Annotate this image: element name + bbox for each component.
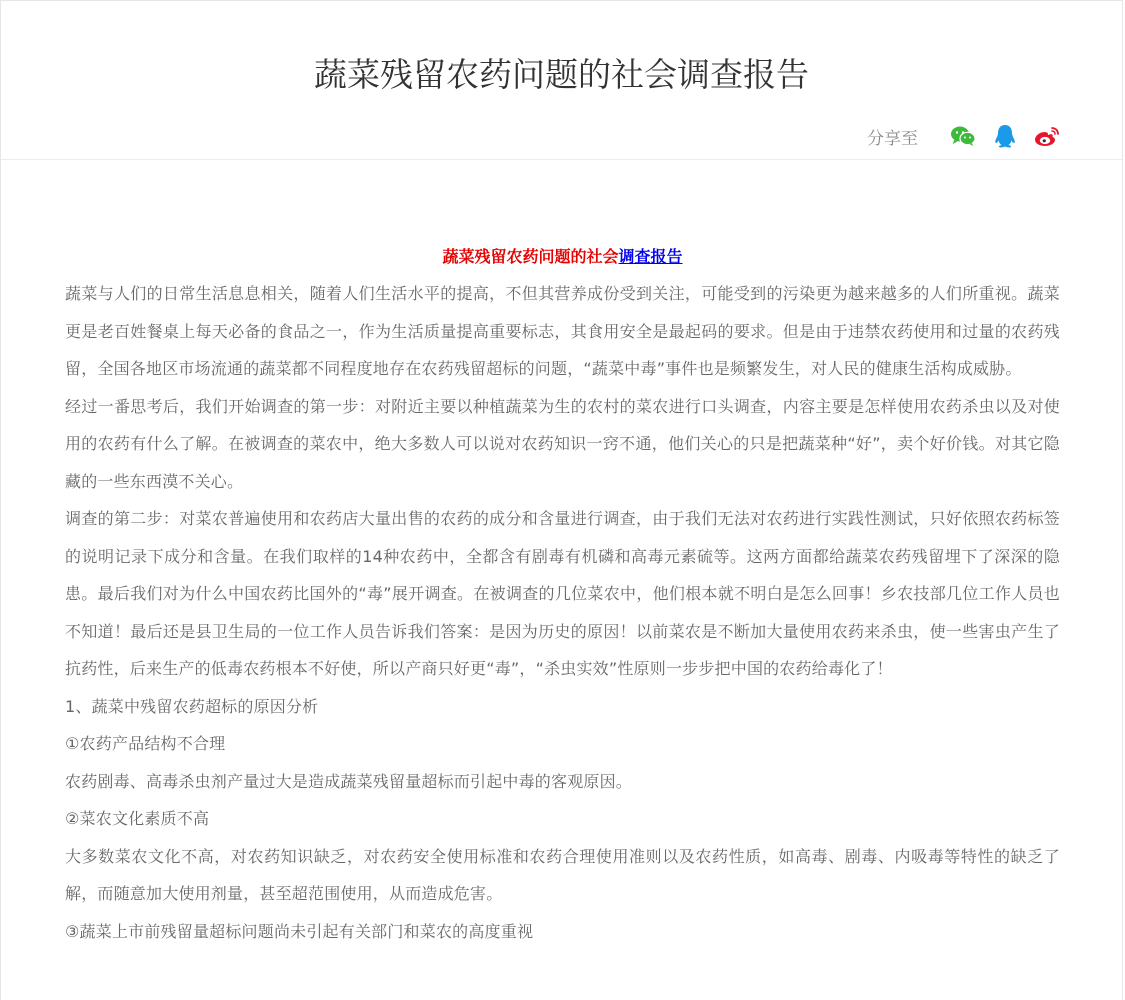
paragraph: 大多数菜农文化不高，对农药知识缺乏，对农药安全使用标准和农药合理使用准则以及农药性质，如高毒、剧毒、内吸毒等特性的缺乏了解，而随意加大使用剂量，甚至超范围使用，从而造成危害。 xyxy=(65,846,1060,903)
share-label: 分享至 xyxy=(867,128,918,149)
paragraph: 蔬菜与人们的日常生活息息相关，随着人们生活水平的提高，不但其营养成份受到关注，可能受到的污染更为越来越多的人们所重视。蔬菜更是老百姓餐桌上每天必备的食品之一，作为生活质量提高重要标志，其食用安全是最起码的要求。但是由于违禁农药使用和过量的农药残留，全国各地区市场流通的蔬菜都不同程度地存在农药残留超标的问题，“蔬菜中毒”事件也是频繁发生，对人民的健康生活构成威胁。 xyxy=(65,284,1060,378)
wechat-icon[interactable] xyxy=(950,123,976,149)
article-title xyxy=(65,239,1060,275)
paragraph: 农药剧毒、高毒杀虫剂产量过大是造成蔬菜残留量超标而引起中毒的客观原因。 xyxy=(65,771,633,791)
weibo-icon[interactable] xyxy=(1034,123,1060,149)
paragraph: 调查的第二步：对菜农普遍使用和农药店大量出售的农药的成分和含量进行调查，由于我们无法对农药进行实践性测试，只好依照农药标签的说明记录下成分和含量。在我们取样的14种农药中，全都含有剧毒有机磷和高毒元素硫等。这两方面都给蔬菜农药残留埋下了深深的隐患。最后我们对为什么中国农药比国外的“毒”展开调查。在被调查的几位菜农中，他们根本就不明白是怎么回事！乡农技部几位工作人员也不知道！最后还是县卫生局的一位工作人员告诉我们答案：是因为历史的原因！以前菜农是不断加大量使用农药来杀虫，使一些害虫产生了抗药性，后来生产的低毒农药根本不好使，所以产商只好更“毒”，“杀虫实效”性原则一步步把中国的农药给毒化了！ xyxy=(65,509,1060,678)
subsection-heading: ②菜农文化素质不高 xyxy=(65,809,210,828)
section-heading: 1、蔬菜中残留农药超标的原因分析 xyxy=(65,696,319,716)
share-bar xyxy=(867,121,1060,151)
page-title: 蔬菜残留农药问题的社会调查报告 xyxy=(314,55,809,94)
paragraph: 经过一番思考后，我们开始调查的第一步：对附近主要以种植蔬菜为生的农村的菜农进行口头调查，内容主要是怎样使用农药杀虫以及对使用的农药有什么了解。在被调查的菜农中，绝大多数人可以说对农药知识一窍不通，他们关心的只是把蔬菜种“好”，卖个好价钱。对其它隐藏的一些东西漠不关心。 xyxy=(65,396,1060,491)
qq-icon[interactable] xyxy=(992,123,1018,149)
subsection-heading: ①农药产品结构不合理 xyxy=(65,734,226,753)
article-title-link[interactable]: 调查报告 xyxy=(618,247,683,266)
article-content xyxy=(65,239,1060,950)
page-header xyxy=(1,1,1122,160)
article-title-text: 蔬菜残留农药问题的社会 xyxy=(442,247,619,266)
subsection-heading: ③蔬菜上市前残留量超标问题尚未引起有关部门和菜农的高度重视 xyxy=(65,921,534,941)
